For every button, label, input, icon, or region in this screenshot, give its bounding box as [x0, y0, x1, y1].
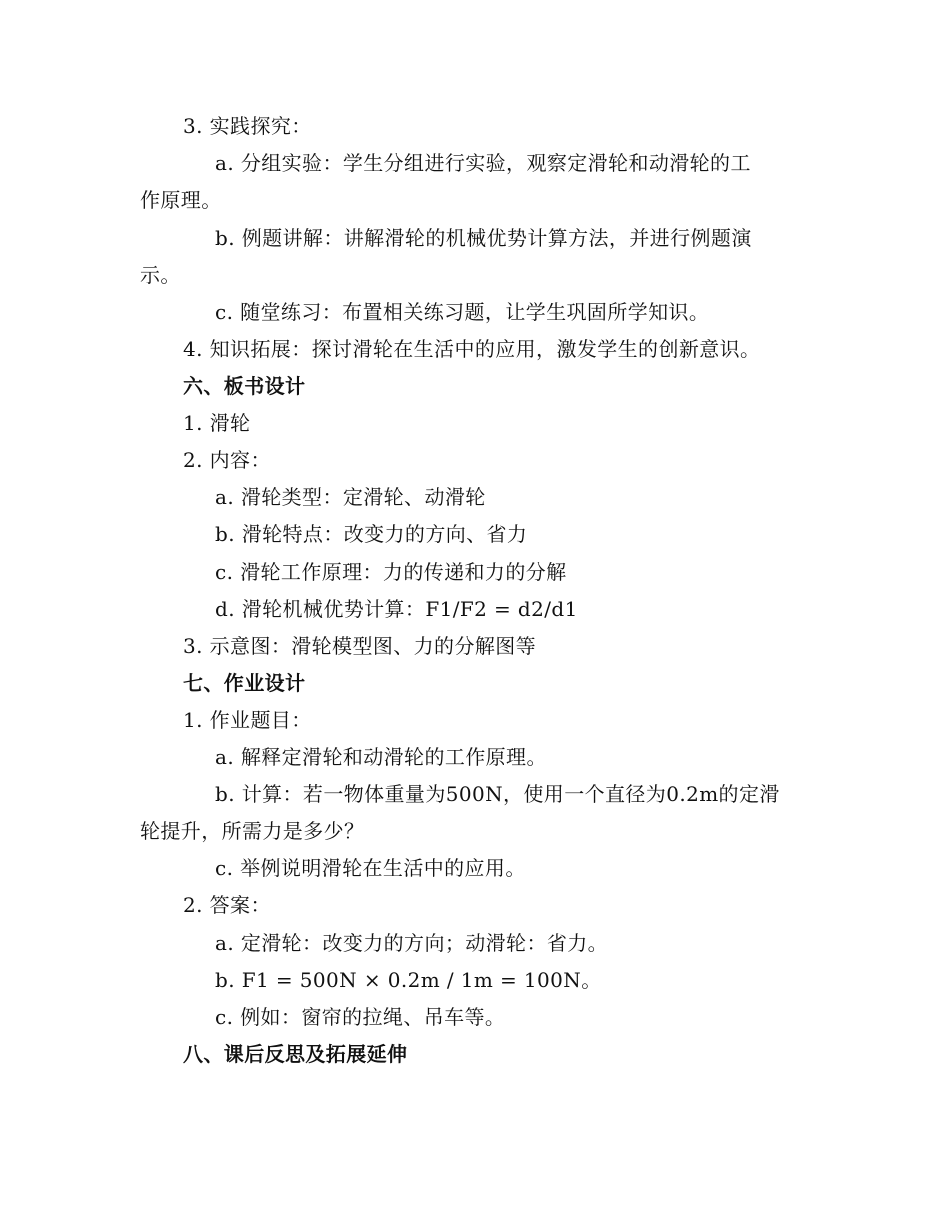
- list-item: a. 定滑轮：改变力的方向；动滑轮：省力。: [215, 931, 609, 955]
- list-item-practice: 3. 实践探究：: [183, 114, 312, 138]
- list-item-continuation: 轮提升，所需力是多少？: [140, 819, 365, 843]
- list-item-example-explanation: b. 例题讲解：讲解滑轮的机械优势计算方法，并进行例题演: [215, 226, 752, 250]
- list-item: c. 滑轮工作原理：力的传递和力的分解: [215, 560, 567, 584]
- list-item: 1. 作业题目：: [183, 708, 312, 732]
- list-item: a. 解释定滑轮和动滑轮的工作原理。: [215, 745, 547, 769]
- list-item: 3. 示意图：滑轮模型图、力的分解图等: [183, 634, 537, 658]
- list-item: c. 举例说明滑轮在生活中的应用。: [215, 856, 526, 880]
- list-item-continuation: 作原理。: [140, 188, 222, 212]
- section-heading-board-design: 六、板书设计: [183, 374, 306, 398]
- list-item-formula: b. F1 = 500N × 0.2m / 1m = 100N。: [215, 968, 602, 992]
- list-item: 2. 答案：: [183, 893, 271, 917]
- list-item: a. 滑轮类型：定滑轮、动滑轮: [215, 485, 486, 509]
- list-item: b. 计算：若一物体重量为500N，使用一个直径为0.2m的定滑: [215, 782, 780, 806]
- list-item: b. 滑轮特点：改变力的方向、省力: [215, 522, 528, 546]
- list-item-knowledge-extension: 4. 知识拓展：探讨滑轮在生活中的应用，激发学生的创新意识。: [183, 337, 761, 361]
- list-item-classroom-practice: c. 随堂练习：布置相关练习题，让学生巩固所学知识。: [215, 300, 710, 324]
- list-item: 1. 滑轮: [183, 411, 251, 435]
- section-heading-reflection: 八、课后反思及拓展延伸: [183, 1042, 408, 1066]
- section-heading-homework-design: 七、作业设计: [183, 671, 306, 695]
- list-item: 2. 内容：: [183, 448, 271, 472]
- list-item-group-experiment: a. 分组实验：学生分组进行实验，观察定滑轮和动滑轮的工: [215, 151, 751, 175]
- list-item-formula: d. 滑轮机械优势计算：F1/F2 = d2/d1: [215, 597, 578, 621]
- list-item-continuation: 示。: [140, 263, 181, 287]
- list-item: c. 例如：窗帘的拉绳、吊车等。: [215, 1005, 506, 1029]
